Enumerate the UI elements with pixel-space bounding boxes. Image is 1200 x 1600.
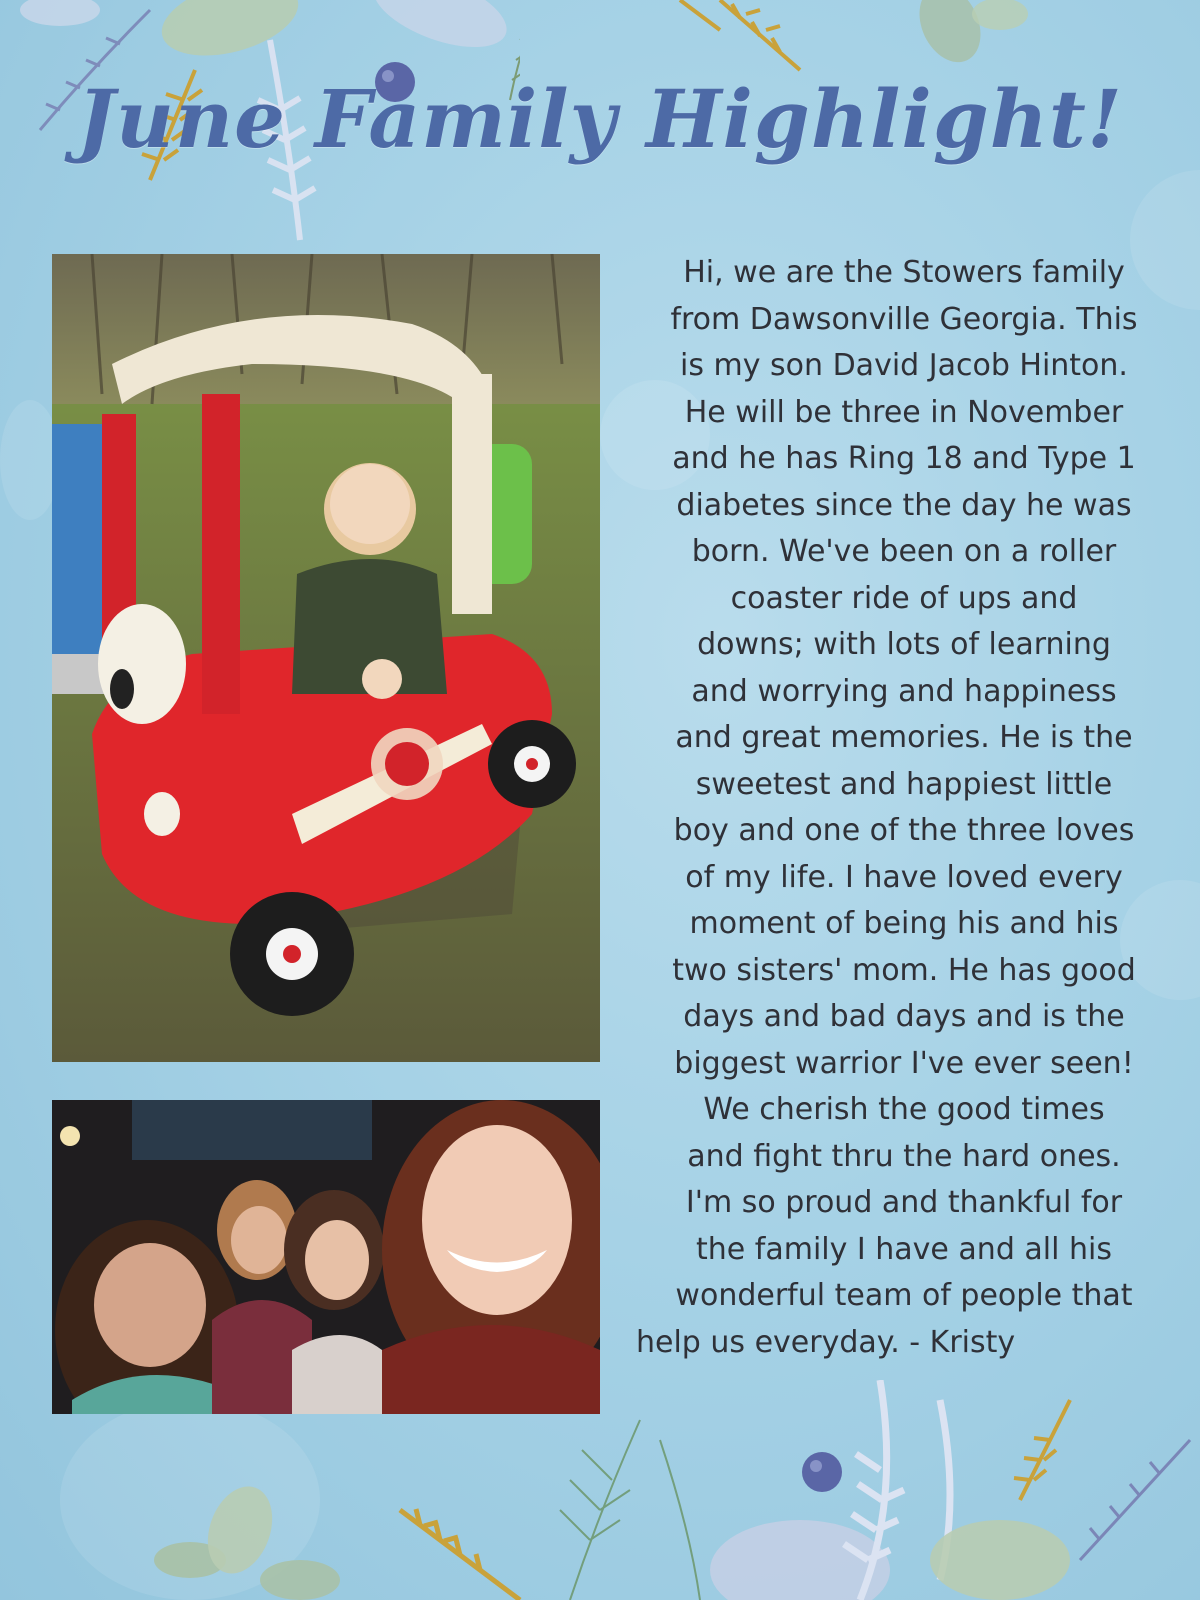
story-signature-line: help us everyday. - Kristy [636, 1324, 1016, 1360]
story-line: We cherish the good times [703, 1092, 1105, 1127]
story-line: diabetes since the day he was [676, 487, 1132, 523]
bokeh-circle [0, 400, 60, 520]
story-line: days and bad days and is the [683, 999, 1125, 1034]
story-line: the family I have and all his [696, 1231, 1112, 1267]
family-story-text [636, 250, 1172, 1366]
photo-family-selfie [52, 1100, 600, 1414]
story-line: He will be three in November [684, 394, 1124, 430]
story-line: and worrying and happiness [691, 673, 1117, 709]
story-line: from Dawsonville Georgia. This [670, 301, 1138, 337]
story-line: I'm so proud and thankful for [685, 1185, 1123, 1220]
photo-toddler-in-toy-car [52, 254, 600, 1062]
story-line: and he has Ring 18 and Type 1 [672, 441, 1136, 476]
story-line: downs; with lots of learning [697, 627, 1111, 662]
story-line: boy and one of the three loves [673, 813, 1135, 848]
story-line: two sisters' mom. He has good [672, 952, 1136, 988]
story-line: born. We've been on a roller [691, 534, 1117, 569]
story-line: is my son David Jacob Hinton. [680, 348, 1128, 383]
story-line: of my life. I have loved every [685, 859, 1123, 895]
page-title: June Family Highlight! [77, 72, 1123, 166]
story-line: coaster ride of ups and [730, 580, 1078, 616]
story-line: biggest warrior I've ever seen! [674, 1045, 1134, 1081]
story-line: wonderful team of people that [675, 1278, 1133, 1313]
story-line: sweetest and happiest little [695, 766, 1113, 802]
story-line: Hi, we are the Stowers family [683, 255, 1125, 290]
story-line: and fight thru the hard ones. [687, 1138, 1121, 1174]
story-line: and great memories. He is the [675, 720, 1133, 755]
story-line: moment of being his and his [689, 906, 1119, 941]
